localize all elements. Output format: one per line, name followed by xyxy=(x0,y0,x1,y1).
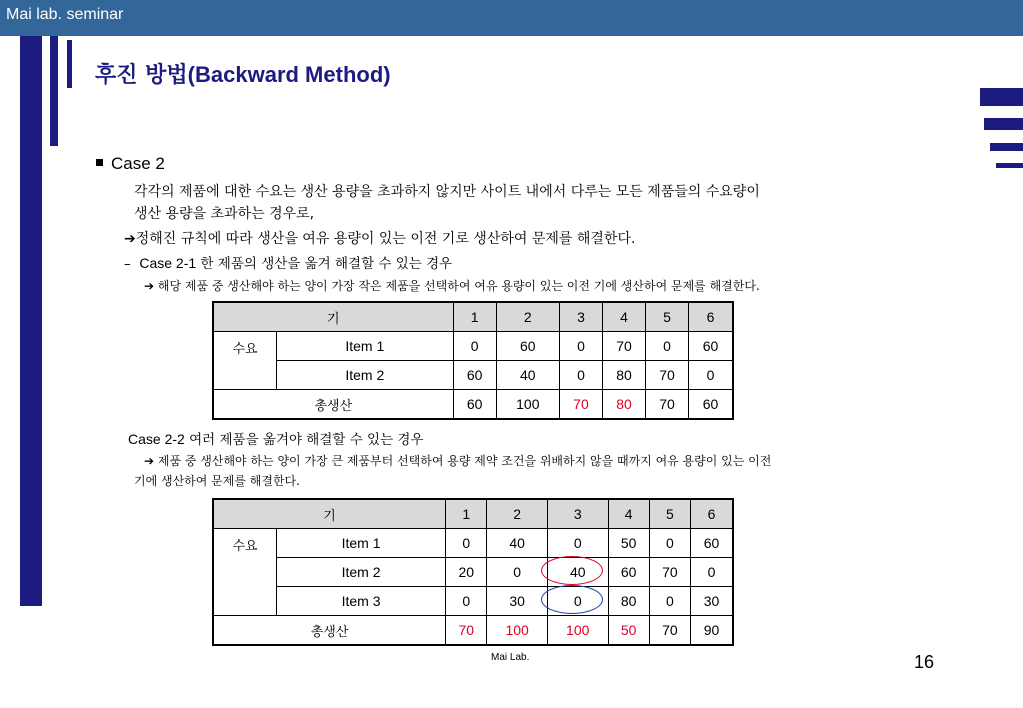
table-row xyxy=(213,361,733,390)
value-cell: 0 xyxy=(547,587,608,616)
total-cell-highlighted: 100 xyxy=(547,616,608,646)
blue-circle-annotation xyxy=(541,585,603,614)
case2-1-line xyxy=(124,252,452,272)
period-cell: 3 xyxy=(547,499,608,529)
value-cell: 0 xyxy=(689,361,733,390)
value-cell: 70 xyxy=(649,558,690,587)
value-cell: 0 xyxy=(453,332,496,361)
value-cell: 0 xyxy=(649,529,690,558)
demand-label: 수요 xyxy=(213,529,277,616)
period-cell: 3 xyxy=(559,302,602,332)
table-row xyxy=(213,332,733,361)
right-stripe-2 xyxy=(984,118,1023,130)
right-stripe-3 xyxy=(990,143,1023,151)
case2-heading xyxy=(96,154,165,174)
value-cell: 40 xyxy=(496,361,559,390)
case2-1-arrow-text: ➔ 해당 제품 중 생산해야 하는 양이 가장 작은 제품을 선택하여 여유 용량이 있는 이전 기에 생산하여 문제를 해결한다. xyxy=(144,279,760,293)
table-header-row xyxy=(213,302,733,332)
value-cell: 0 xyxy=(559,332,602,361)
period-cell: 5 xyxy=(649,499,690,529)
case2-line2: 생산 용량을 초과하는 경우로, xyxy=(134,206,315,222)
right-stripe-1 xyxy=(980,88,1023,106)
value-cell: 80 xyxy=(608,587,649,616)
table-case2-2 xyxy=(212,498,734,646)
total-cell: 90 xyxy=(690,616,733,646)
case2-arrow-text: ➔정해진 규칙에 따라 생산을 여유 용량이 있는 이전 기로 생산하여 문제를 해결한다. xyxy=(124,231,636,247)
period-cell: 6 xyxy=(689,302,733,332)
item-name: Item 2 xyxy=(277,558,446,587)
item-name: Item 2 xyxy=(277,361,454,390)
left-accent-bar-short xyxy=(67,40,72,88)
value-cell: 0 xyxy=(446,587,487,616)
table-row xyxy=(213,587,733,616)
page-title xyxy=(95,58,391,89)
total-cell: 70 xyxy=(649,616,690,646)
case2-1-label: Case 2-1 xyxy=(139,255,197,271)
total-cell: 60 xyxy=(453,390,496,420)
title-english: (Backward Method) xyxy=(187,62,391,87)
period-cell: 1 xyxy=(453,302,496,332)
value-cell: 60 xyxy=(690,529,733,558)
left-accent-bar-mid xyxy=(50,36,58,146)
period-cell: 2 xyxy=(496,302,559,332)
value-cell: 40 xyxy=(487,529,548,558)
period-cell: 4 xyxy=(602,302,645,332)
header-bar xyxy=(0,0,1023,36)
value-cell: 0 xyxy=(649,587,690,616)
value-cell: 0 xyxy=(547,529,608,558)
case2-1-text: 한 제품의 생산을 옮겨 해결할 수 있는 경우 xyxy=(200,256,453,272)
item-name: Item 1 xyxy=(277,332,454,361)
case2-2-line xyxy=(128,428,424,448)
period-cell: 1 xyxy=(446,499,487,529)
value-cell: 80 xyxy=(602,361,645,390)
header-title: Mai lab. seminar xyxy=(6,6,124,23)
table-case2-1 xyxy=(212,301,734,420)
value-cell: 0 xyxy=(646,332,689,361)
title-korean: 후진 방법 xyxy=(95,63,188,88)
total-cell-highlighted: 70 xyxy=(559,390,602,420)
value-cell: 60 xyxy=(453,361,496,390)
total-cell-highlighted: 70 xyxy=(446,616,487,646)
total-cell-highlighted: 80 xyxy=(602,390,645,420)
period-cell: 2 xyxy=(487,499,548,529)
value-cell: 60 xyxy=(608,558,649,587)
value-cell: 60 xyxy=(496,332,559,361)
period-cell: 6 xyxy=(690,499,733,529)
value-cell: 70 xyxy=(646,361,689,390)
total-cell: 70 xyxy=(646,390,689,420)
left-accent-bar-long xyxy=(20,36,42,606)
case2-2-label: Case 2-2 xyxy=(128,431,185,447)
total-row xyxy=(213,616,733,646)
item-name: Item 3 xyxy=(277,587,446,616)
value-cell: 20 xyxy=(446,558,487,587)
value-cell: 0 xyxy=(446,529,487,558)
value-cell: 30 xyxy=(690,587,733,616)
case2-2-arrow-text-1: ➔ 제품 중 생산해야 하는 양이 가장 큰 제품부터 선택하여 용량 제약 조건을 위배하지 않을 때까지 여유 용량이 있는 이전 xyxy=(144,454,772,468)
page-number: 16 xyxy=(914,652,935,672)
total-label: 총생산 xyxy=(213,390,453,420)
total-row xyxy=(213,390,733,420)
bullet-square-icon xyxy=(96,159,103,166)
period-cell: 4 xyxy=(608,499,649,529)
right-stripe-4 xyxy=(996,163,1023,168)
footer-text: Mai Lab. xyxy=(491,652,530,663)
value-cell: 30 xyxy=(487,587,548,616)
value-cell: 60 xyxy=(689,332,733,361)
dash-bullet: – xyxy=(124,256,131,272)
value-cell: 50 xyxy=(608,529,649,558)
value-cell: 70 xyxy=(602,332,645,361)
period-cell: 5 xyxy=(646,302,689,332)
value-cell: 0 xyxy=(559,361,602,390)
total-cell-highlighted: 50 xyxy=(608,616,649,646)
total-cell-highlighted: 100 xyxy=(487,616,548,646)
case2-2-arrow-text-2: 기에 생산하여 문제를 해결한다. xyxy=(134,474,300,488)
total-label: 총생산 xyxy=(213,616,446,646)
total-cell: 60 xyxy=(689,390,733,420)
period-header: 기 xyxy=(213,302,453,332)
red-circle-annotation xyxy=(541,556,603,585)
table-header-row xyxy=(213,499,733,529)
value-cell: 40 xyxy=(547,558,608,587)
demand-label: 수요 xyxy=(213,332,277,390)
case2-line1: 각각의 제품에 대한 수요는 생산 용량을 초과하지 않지만 사이트 내에서 다루는 모든 제품들의 수요량이 xyxy=(134,184,760,200)
value-cell: 0 xyxy=(690,558,733,587)
case2-2-text: 여러 제품을 옮겨야 해결할 수 있는 경우 xyxy=(189,432,424,448)
total-cell: 100 xyxy=(496,390,559,420)
item-name: Item 1 xyxy=(277,529,446,558)
value-cell: 0 xyxy=(487,558,548,587)
case2-label: Case 2 xyxy=(111,154,165,173)
table-row xyxy=(213,529,733,558)
table-row xyxy=(213,558,733,587)
period-header: 기 xyxy=(213,499,446,529)
